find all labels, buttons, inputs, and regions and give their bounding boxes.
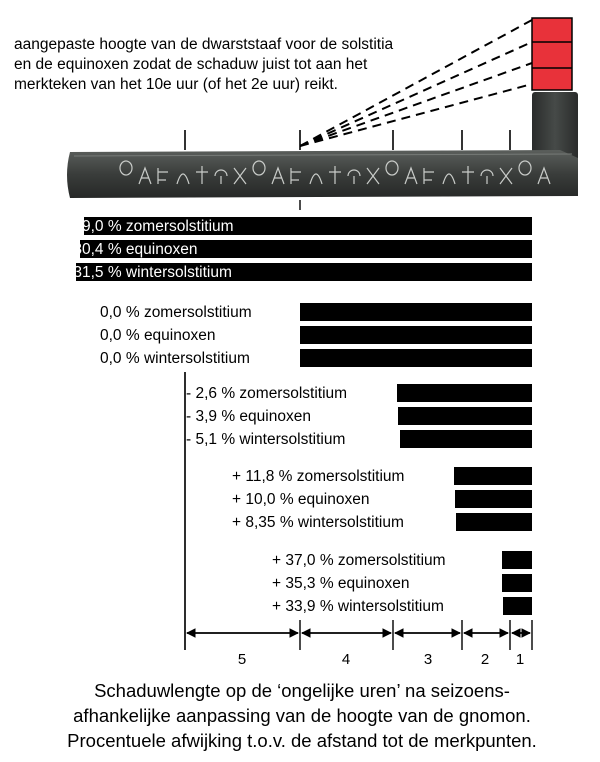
deviation-label: + 29,0 % zomersolstitium [60, 218, 234, 235]
deviation-label: + 31,5 % wintersolstitium [60, 264, 232, 281]
deviation-bar [400, 430, 532, 448]
hour-group [100, 303, 532, 367]
hour-numbers [238, 651, 524, 668]
hour-group [186, 384, 532, 448]
deviation-bar [398, 407, 532, 425]
deviation-bars [60, 217, 532, 615]
deviation-label: 0,0 % wintersolstitium [100, 350, 250, 367]
hour-number: 3 [423, 651, 433, 668]
caption [67, 680, 537, 751]
deviation-label: 0,0 % equinoxen [100, 327, 216, 344]
hour-group [60, 217, 532, 281]
deviation-bar [503, 597, 532, 615]
deviation-label: - 5,1 % wintersolstitium [186, 431, 346, 448]
hour-group [272, 551, 532, 615]
hour-number: 2 [480, 651, 490, 668]
deviation-label: - 2,6 % zomersolstitium [186, 385, 348, 402]
deviation-label: + 33,9 % wintersolstitium [272, 598, 444, 615]
deviation-bar [397, 384, 532, 402]
deviation-label: + 10,0 % equinoxen [232, 491, 370, 508]
hour-number: 5 [237, 651, 247, 668]
header-text [14, 36, 394, 93]
deviation-bar [300, 303, 532, 321]
header-line-3: merkteken van het 10e uur (of het 2e uur) reikt. [14, 76, 338, 93]
hour-group [232, 467, 532, 531]
header-line-2: en de equinoxen zodat de schaduw juist tot aan het [14, 56, 368, 73]
deviation-label: + 35,3 % equinoxen [272, 575, 410, 592]
crossbar-marker-block [532, 18, 572, 90]
deviation-label: + 11,8 % zomersolstitium [232, 468, 405, 485]
hour-number: 4 [341, 651, 351, 668]
caption-line-3: Procentuele afwijking t.o.v. de afstand tot de merkpunten. [67, 730, 537, 751]
caption-line-1: Schaduwlengte op de ‘ongelijke uren’ na seizoens- [94, 680, 510, 701]
deviation-label: + 30,4 % equinoxen [60, 241, 198, 258]
hour-number: 1 [515, 651, 525, 668]
deviation-bar [300, 349, 532, 367]
gnomon-base-bar [67, 150, 578, 198]
deviation-bar [456, 513, 532, 531]
deviation-bar [300, 326, 532, 344]
deviation-bar [502, 574, 532, 592]
deviation-label: + 37,0 % zomersolstitium [272, 552, 446, 569]
header-line-1: aangepaste hoogte van de dwarststaaf voor de solstitia [14, 36, 394, 53]
deviation-bar [455, 490, 532, 508]
deviation-bar [502, 551, 532, 569]
deviation-label: 0,0 % zomersolstitium [100, 304, 252, 321]
deviation-label: - 3,9 % equinoxen [186, 408, 311, 425]
deviation-label: + 8,35 % wintersolstitium [232, 514, 404, 531]
crossbar-height-markers [532, 18, 572, 90]
deviation-bar [454, 467, 532, 485]
caption-line-2: afhankelijke aanpassing van de hoogte van de gnomon. [73, 705, 531, 726]
